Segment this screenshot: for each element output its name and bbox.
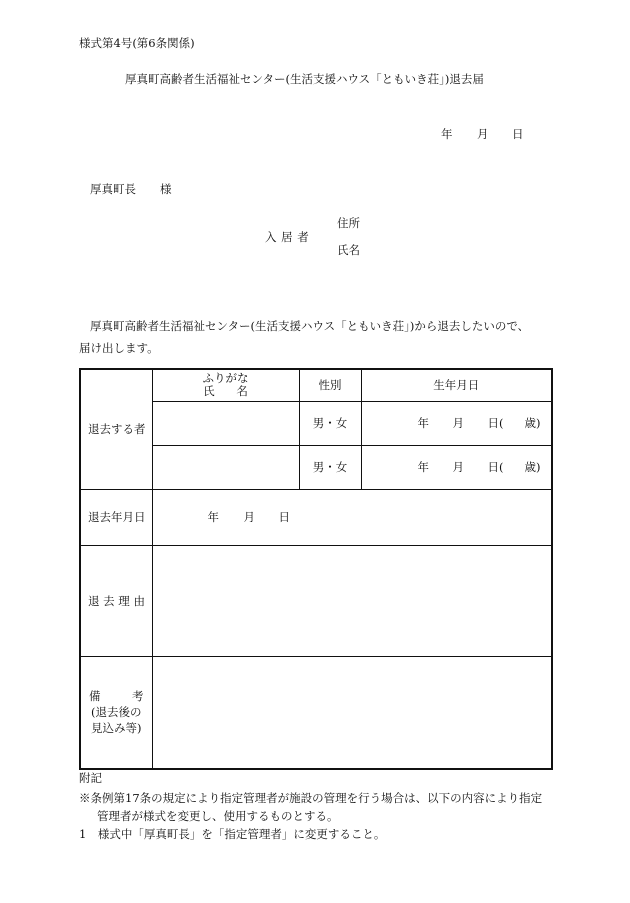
date-day-label: 日 xyxy=(512,127,524,141)
birth-age-label: 歳) xyxy=(524,459,541,474)
statement-line-1: 厚真町高齢者生活福祉センター(生活支援ハウス「ともいき荘」)から退去したいので、 xyxy=(90,319,530,333)
leave-month-label: 月 xyxy=(243,509,255,524)
name-header: 氏 名 xyxy=(203,384,248,399)
birthdate-header: 生年月日 xyxy=(361,369,552,401)
remarks-field[interactable] xyxy=(152,656,552,769)
note-item-1: 1 様式中「厚真町長」を「指定管理者」に変更すること。 xyxy=(79,827,386,841)
remarks-char-2: 考 xyxy=(132,689,144,704)
name-header-cell xyxy=(152,369,299,401)
gender-header: 性別 xyxy=(299,369,361,401)
form-number: 様式第4号(第6条関係) xyxy=(79,36,195,50)
note-line-2: 管理者が様式を変更し、使用するものとする。 xyxy=(97,809,339,823)
notes-heading: 附記 xyxy=(79,771,102,785)
gender-options-1[interactable]: 男・女 xyxy=(299,401,361,445)
birth-age-label: 歳) xyxy=(524,415,541,430)
applicant-address-label: 住所 xyxy=(337,216,360,230)
leaver-name-field-1[interactable] xyxy=(152,401,299,445)
gender-options-2[interactable]: 男・女 xyxy=(299,445,361,489)
leave-year-label: 年 xyxy=(207,509,219,524)
leave-date-label: 退去年月日 xyxy=(80,489,152,545)
remarks-heading xyxy=(81,688,152,704)
birth-day-label: 日( xyxy=(487,415,504,430)
remarks-subtitle-2: 見込み等) xyxy=(91,721,142,736)
withdrawal-form-table xyxy=(79,368,553,770)
leave-reason-field[interactable] xyxy=(152,545,552,656)
birth-month-label: 月 xyxy=(452,415,464,430)
date-year-label: 年 xyxy=(441,127,453,141)
leave-reason-label: 退 去 理 由 xyxy=(80,545,152,656)
document-title: 厚真町高齢者生活福祉センター(生活支援ハウス「ともいき荘」)退去届 xyxy=(125,72,484,86)
birth-year-label: 年 xyxy=(417,415,429,430)
leaver-name-field-2[interactable] xyxy=(152,445,299,489)
addressee-name: 厚真町長 xyxy=(90,182,136,196)
statement-line-2: 届け出します。 xyxy=(79,341,159,355)
addressee-honorific: 様 xyxy=(160,182,172,196)
date-month-label: 月 xyxy=(477,127,489,141)
birth-year-label: 年 xyxy=(417,459,429,474)
birth-month-label: 月 xyxy=(452,459,464,474)
remarks-label-cell xyxy=(80,656,152,769)
remarks-subtitle-1: (退去後の xyxy=(91,705,142,720)
furigana-header: ふりがな xyxy=(202,371,249,386)
birthdate-field-2[interactable] xyxy=(361,445,552,489)
leaver-label: 退去する者 xyxy=(80,369,152,489)
applicant-name-label: 氏名 xyxy=(337,243,360,257)
remarks-char-1: 備 xyxy=(89,689,101,704)
leave-date-field[interactable] xyxy=(152,489,552,545)
applicant-label: 入 居 者 xyxy=(265,230,310,244)
leave-day-label: 日 xyxy=(278,509,290,524)
birthdate-field-1[interactable] xyxy=(361,401,552,445)
note-line-1: ※条例第17条の規定により指定管理者が施設の管理を行う場合は、以下の内容により指定 xyxy=(79,791,543,805)
birth-day-label: 日( xyxy=(487,459,504,474)
